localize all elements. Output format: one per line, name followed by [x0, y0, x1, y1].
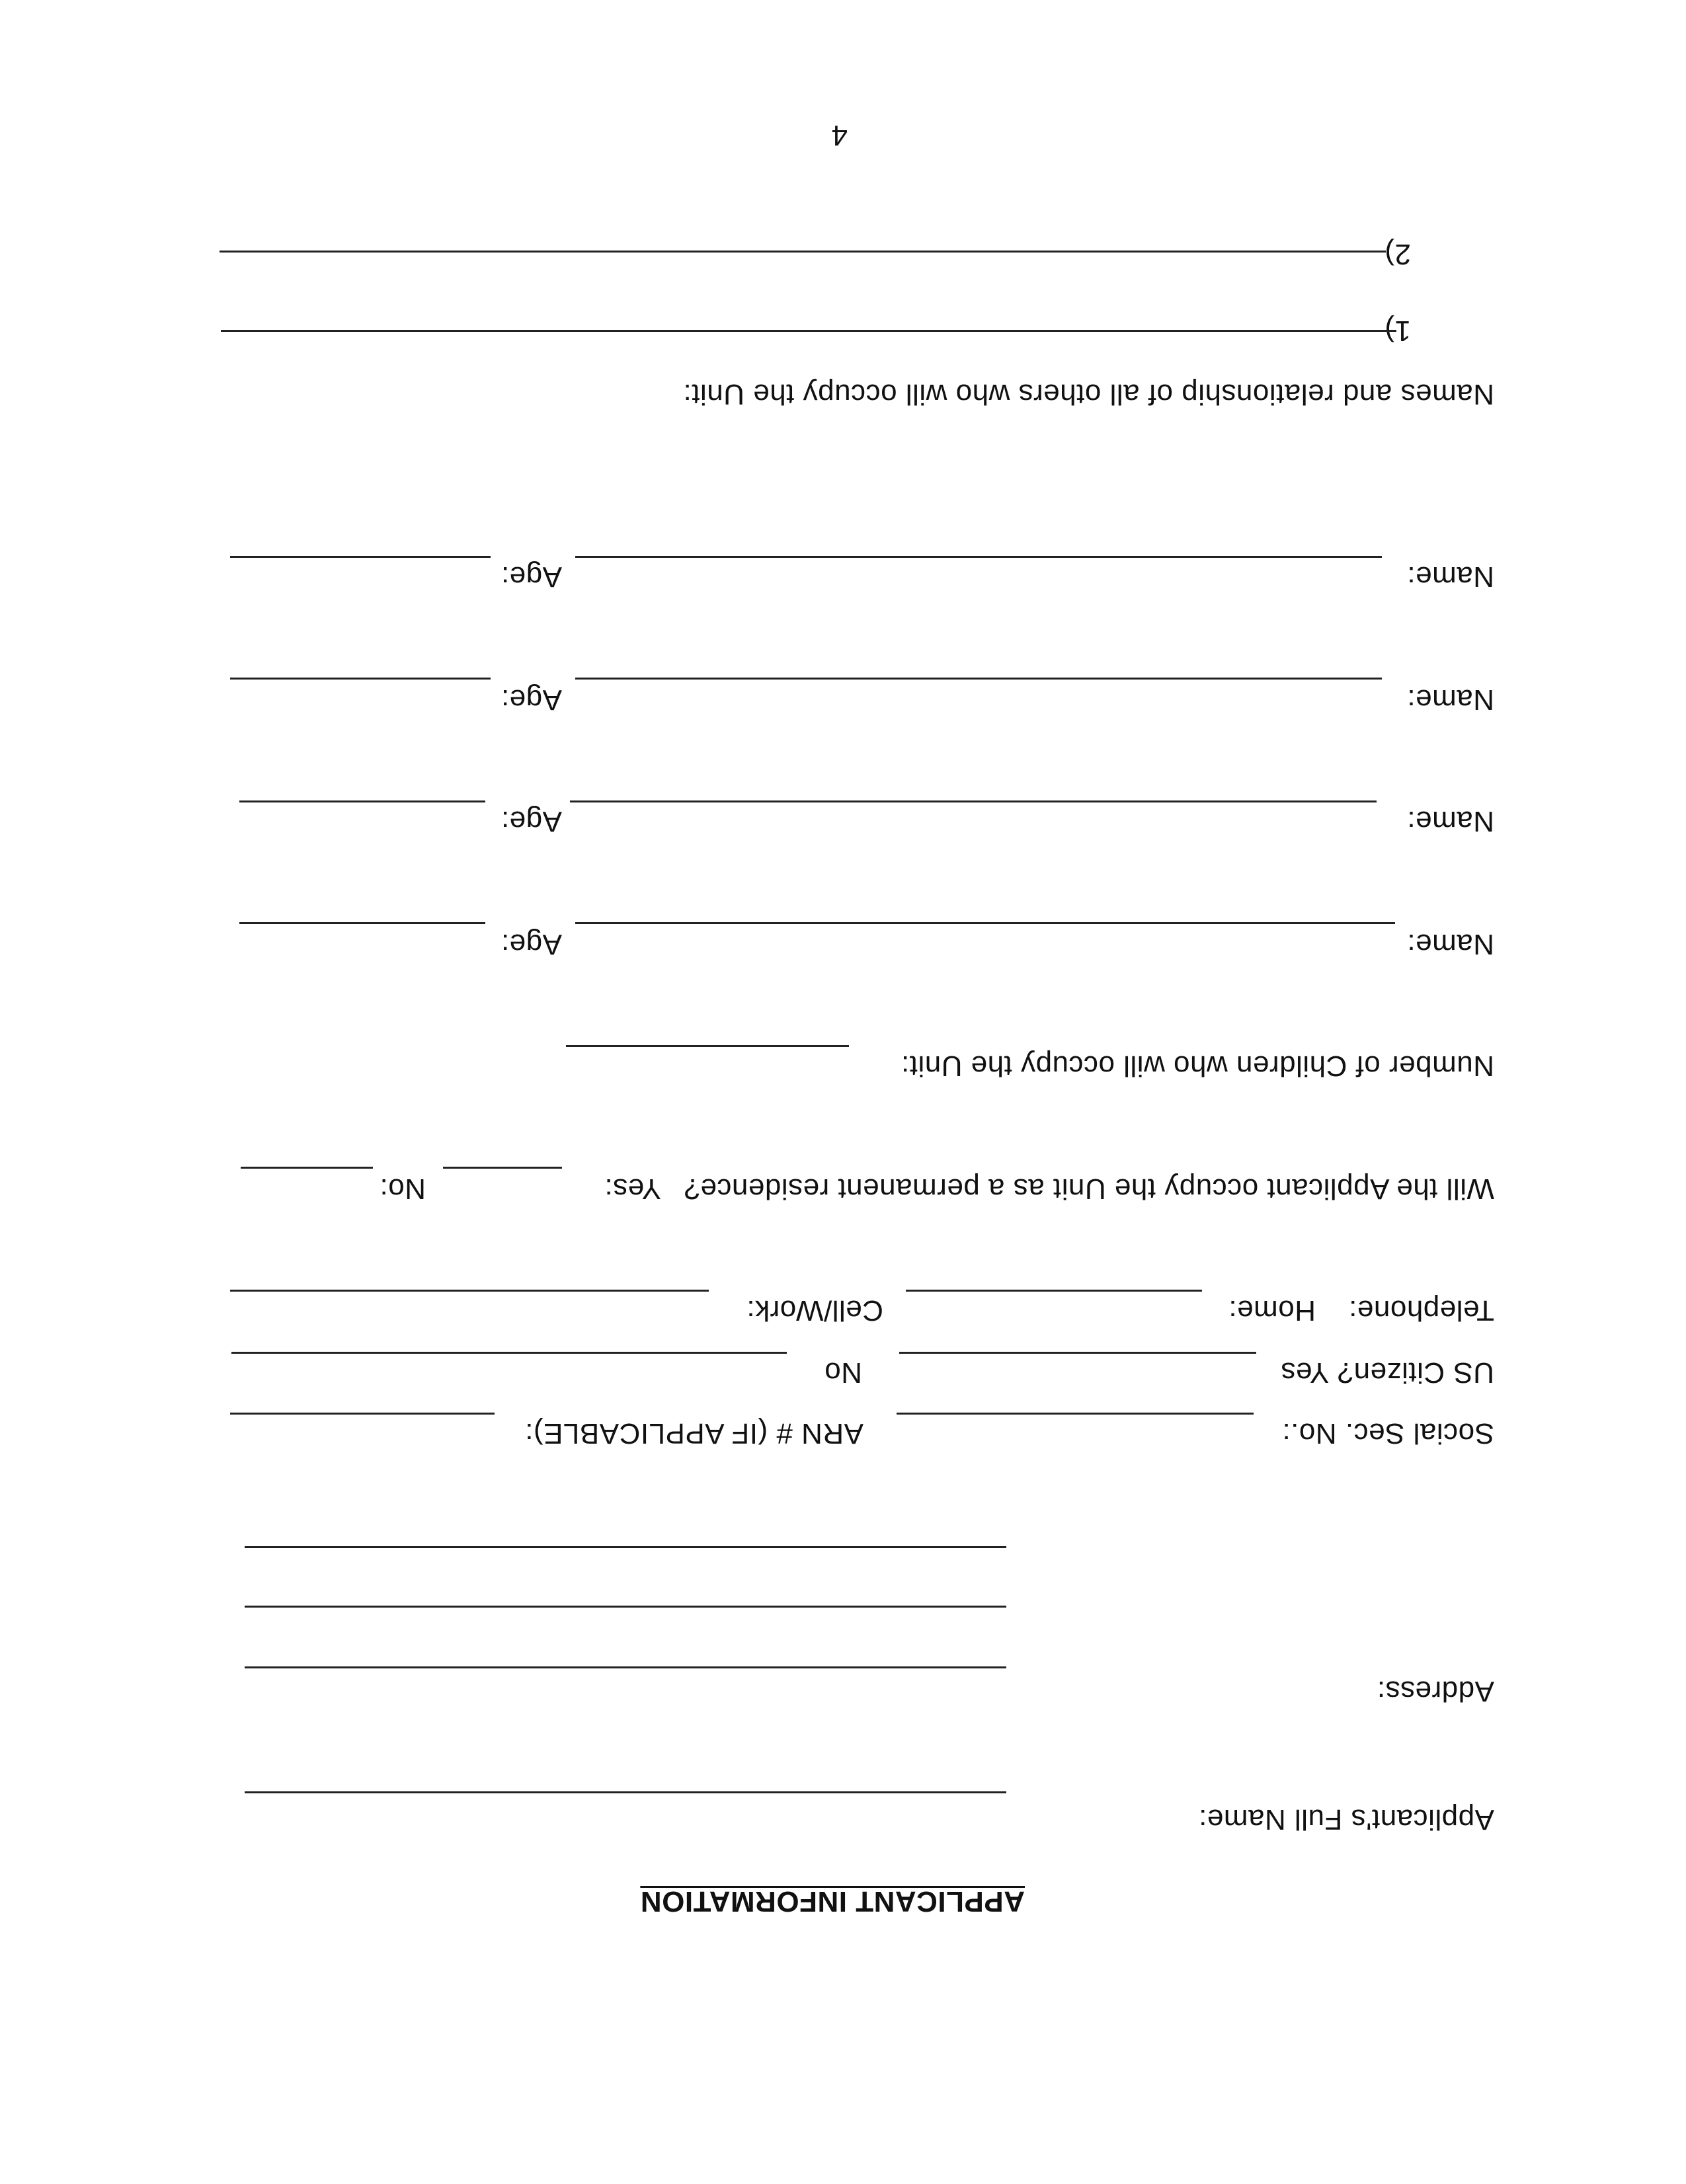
address-line-3-field[interactable] [245, 1546, 1006, 1548]
residence-yes-label: Yes: [604, 1173, 661, 1205]
child-age-label: Age: [501, 561, 562, 593]
child-name-field[interactable] [575, 922, 1395, 924]
address-line-2-field[interactable] [245, 1606, 1006, 1608]
permanent-residence-label: Will the Applicant occupy the Unit as a permanent residence? [684, 1173, 1494, 1205]
cellwork-phone-field[interactable] [230, 1290, 709, 1292]
child-name-label: Name: [1406, 928, 1494, 960]
child-age-field[interactable] [239, 922, 485, 924]
child-name-label: Name: [1406, 805, 1494, 838]
child-name-field[interactable] [575, 678, 1382, 680]
child-age-label: Age: [501, 683, 562, 716]
others-line-2-field[interactable] [220, 251, 1386, 253]
us-citizen-no-field[interactable] [231, 1352, 787, 1354]
social-sec-field[interactable] [897, 1413, 1254, 1415]
child-age-label: Age: [501, 928, 562, 960]
children-count-label: Number of Children who will occupy the Unit: [901, 1050, 1494, 1082]
residence-yes-field[interactable] [443, 1167, 562, 1169]
residence-no-label: No: [380, 1173, 426, 1205]
cellwork-label: Cell/Work: [746, 1294, 883, 1327]
child-name-label: Name: [1406, 683, 1494, 716]
others-number-label: 2) [1384, 238, 1411, 270]
children-count-field[interactable] [566, 1045, 849, 1047]
child-age-field[interactable] [239, 800, 485, 802]
residence-no-field[interactable] [241, 1167, 373, 1169]
form-title: APPLICANT INFORMATION [640, 1885, 1025, 1918]
us-citizen-no-label: No [824, 1356, 862, 1389]
arn-field[interactable] [230, 1413, 495, 1415]
child-name-label: Name: [1406, 561, 1494, 593]
child-age-field[interactable] [230, 556, 491, 558]
us-citizen-yes-field[interactable] [899, 1352, 1256, 1354]
child-age-label: Age: [501, 805, 562, 838]
page-number: 4 [831, 119, 848, 151]
child-name-field[interactable] [575, 556, 1382, 558]
social-sec-label: Social Sec. No.: [1281, 1417, 1494, 1450]
arn-label: ARN # (IF APPLICABLE): [524, 1417, 863, 1450]
others-label: Names and relationship of all others who will occupy the Unit: [683, 378, 1494, 410]
telephone-label: Telephone: [1348, 1294, 1494, 1327]
full-name-field[interactable] [245, 1791, 1006, 1793]
home-phone-field[interactable] [906, 1290, 1202, 1292]
others-line-1-field[interactable] [221, 330, 1396, 332]
address-line-1-field[interactable] [245, 1666, 1006, 1668]
address-label: Address: [1377, 1675, 1494, 1707]
child-age-field[interactable] [230, 678, 491, 680]
us-citizen-label: US Citizen? Yes [1280, 1356, 1494, 1389]
others-number-label: 1) [1384, 315, 1411, 347]
child-name-field[interactable] [570, 800, 1377, 802]
home-label: Home: [1228, 1294, 1316, 1327]
full-name-label: Applicant's Full Name: [1198, 1803, 1494, 1836]
